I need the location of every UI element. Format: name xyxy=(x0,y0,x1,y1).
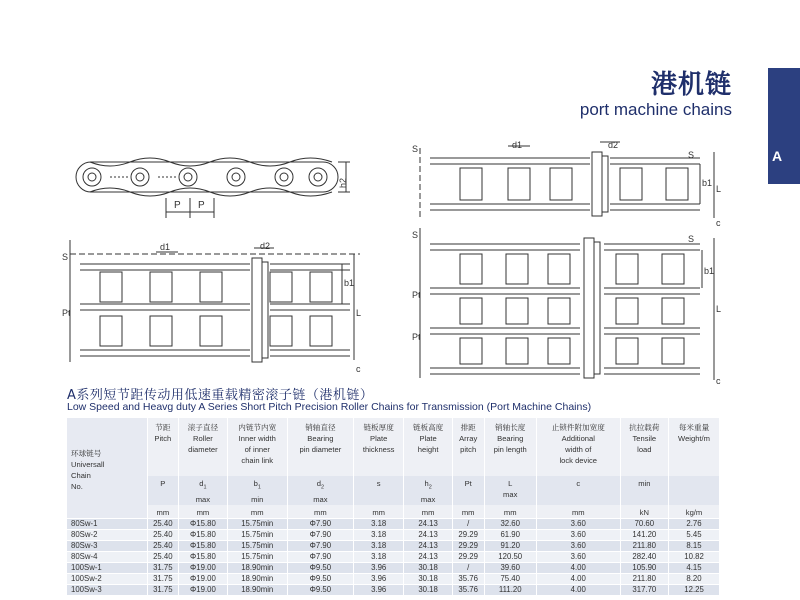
header-col-cn: 滚子直径 xyxy=(187,423,219,432)
symbol-col-2 xyxy=(227,476,287,505)
symbol-sub: 1 xyxy=(203,484,207,491)
cell-value: 4.00 xyxy=(536,563,620,574)
cell-value: 39.60 xyxy=(484,563,536,574)
cell-value: 18.90min xyxy=(227,563,287,574)
pt-label: Pt xyxy=(62,308,71,318)
symbol-col-0 xyxy=(147,476,179,505)
cell-value: 105.90 xyxy=(620,563,668,574)
header-col-en: Bearing xyxy=(307,434,334,443)
cell-value: 4.15 xyxy=(669,563,720,574)
cell-value: 24.13 xyxy=(404,541,452,552)
unit-col-10: kg/m xyxy=(669,505,720,519)
header-col-7 xyxy=(484,418,536,476)
h2-label: h2 xyxy=(338,177,348,188)
symbol-main: P xyxy=(160,479,166,488)
header-col-cn: 内链节内宽 xyxy=(238,423,277,432)
cell-value: 24.13 xyxy=(404,552,452,563)
cell-value: 3.60 xyxy=(536,552,620,563)
cell-value: 15.75min xyxy=(227,552,287,563)
cell-value: 120.50 xyxy=(484,552,536,563)
pitch-label-2: P xyxy=(198,200,205,211)
header-col-cn: 抗拉载荷 xyxy=(629,423,660,432)
cell-value: 15.75min xyxy=(227,541,287,552)
c-label-3: c xyxy=(716,376,721,386)
cell-value: Φ7.90 xyxy=(287,552,353,563)
symbol-qualifier: max xyxy=(195,494,211,504)
unit-col-7: mm xyxy=(484,505,536,519)
cell-value: 25.40 xyxy=(147,530,179,541)
cell-value: 8.15 xyxy=(669,541,720,552)
cell-value: 4.00 xyxy=(536,574,620,585)
cell-value: 3.18 xyxy=(353,541,403,552)
cell-value: 3.60 xyxy=(536,519,620,530)
table-symbol-row xyxy=(67,476,720,505)
symbol-col-7 xyxy=(484,476,536,505)
cell-value: 18.90min xyxy=(227,574,287,585)
chain-side-view-diagram xyxy=(70,150,360,230)
header-col-cn: 销轴长度 xyxy=(495,423,526,432)
symbol-col-6 xyxy=(452,476,484,505)
header-col-en: Plate xyxy=(419,434,437,443)
cell-chain-no: 80Sw-3 xyxy=(67,541,147,552)
cell-value: 25.40 xyxy=(147,541,179,552)
cell-value: Φ19.00 xyxy=(179,585,227,596)
b1-label-3: b1 xyxy=(704,266,715,276)
cell-value: 15.75min xyxy=(227,530,287,541)
s-label-3: S xyxy=(688,150,695,160)
table-row xyxy=(67,530,720,541)
b1-label: b1 xyxy=(344,278,355,288)
header-col-cn: 节距 xyxy=(155,423,171,432)
cell-value: 3.18 xyxy=(353,552,403,563)
cell-value: 141.20 xyxy=(620,530,668,541)
symbol-col-3 xyxy=(287,476,353,505)
header-chain-no-en3: No. xyxy=(71,482,83,491)
header-col-en: lock device xyxy=(559,456,598,465)
header-col-en: pitch xyxy=(460,445,477,454)
pt-label-3: Pt xyxy=(412,332,421,342)
chain-double-top-view-diagram xyxy=(60,240,370,380)
s-label-5: S xyxy=(688,234,695,244)
cell-value: Φ19.00 xyxy=(179,574,227,585)
cell-value: 3.96 xyxy=(353,574,403,585)
table-row xyxy=(67,552,720,563)
s-label-4: S xyxy=(412,230,419,240)
table-row xyxy=(67,574,720,585)
symbol-qualifier: max xyxy=(503,490,518,499)
cell-value: 211.80 xyxy=(620,574,668,585)
cell-value: 317.70 xyxy=(620,585,668,596)
cell-value: Φ9.50 xyxy=(287,574,353,585)
cell-value: 31.75 xyxy=(147,563,179,574)
header-col-en: height xyxy=(417,445,439,454)
cell-value: 3.96 xyxy=(353,563,403,574)
c-label: c xyxy=(356,364,361,374)
d2-label-2: d2 xyxy=(608,140,619,150)
cell-value: Φ7.90 xyxy=(287,530,353,541)
cell-value: 30.18 xyxy=(404,563,452,574)
header-col-cn: 链板高度 xyxy=(412,423,444,432)
unit-col-9: kN xyxy=(620,505,668,519)
cell-value: Φ19.00 xyxy=(179,563,227,574)
cell-value: Φ15.80 xyxy=(179,519,227,530)
cell-value: 24.13 xyxy=(404,530,452,541)
header-col-en: Inner width xyxy=(238,434,276,443)
cell-value: Φ9.50 xyxy=(287,563,353,574)
c-label-2: c xyxy=(716,218,721,228)
cell-value: 35.76 xyxy=(452,574,484,585)
unit-col-1: mm xyxy=(179,505,227,519)
header-col-en: Plate xyxy=(370,434,388,443)
header-col-en: Tensile xyxy=(632,434,657,443)
cell-value: 3.60 xyxy=(536,541,620,552)
header-col-2 xyxy=(227,418,287,476)
d2-label: d2 xyxy=(260,241,271,251)
s-label-2: S xyxy=(412,144,419,154)
header-col-1 xyxy=(179,418,227,476)
header-col-en: Bearing xyxy=(497,434,524,443)
header-col-en: Weight/m xyxy=(678,434,710,443)
unit-col-0: mm xyxy=(147,505,179,519)
cell-value: 10.82 xyxy=(669,552,720,563)
cell-value: 30.18 xyxy=(404,585,452,596)
symbol-sub: 2 xyxy=(320,484,325,491)
header-col-6 xyxy=(452,418,484,476)
page-title-en: port machine chains xyxy=(579,100,732,119)
header-col-en: Additional xyxy=(561,434,595,443)
cell-value: 31.75 xyxy=(147,574,179,585)
cell-value: 61.90 xyxy=(484,530,536,541)
unit-col-4: mm xyxy=(353,505,403,519)
header-chain-no xyxy=(67,418,147,519)
symbol-sub: 2 xyxy=(428,484,432,491)
cell-value: 3.96 xyxy=(353,585,403,596)
d1-label-2: d1 xyxy=(512,140,523,150)
header-chain-no-cn: 环球链号 xyxy=(71,449,102,458)
table-unit-row xyxy=(67,505,720,519)
symbol-main: $d_1$ xyxy=(199,479,207,491)
cell-value: Φ7.90 xyxy=(287,541,353,552)
header-col-3 xyxy=(287,418,353,476)
unit-col-3: mm xyxy=(287,505,353,519)
cell-value: 35.76 xyxy=(452,585,484,596)
symbol-col-5 xyxy=(404,476,452,505)
symbol-col-9 xyxy=(620,476,668,505)
cell-value: 18.90min xyxy=(227,585,287,596)
cell-value: 211.80 xyxy=(620,541,668,552)
header-col-en: of inner xyxy=(244,445,270,454)
cell-value: 4.00 xyxy=(536,585,620,596)
cell-value: 25.40 xyxy=(147,552,179,563)
symbol-col-1 xyxy=(179,476,227,505)
page-title-cn: 港机链 xyxy=(650,70,732,100)
header-col-en: pin diameter xyxy=(299,445,342,454)
header-col-cn: 排距 xyxy=(460,423,476,432)
cell-value: 3.18 xyxy=(353,519,403,530)
symbol-main: $d_2$ xyxy=(316,479,325,491)
s-label: S xyxy=(62,252,69,262)
table-header-row xyxy=(67,418,720,476)
unit-col-8: mm xyxy=(536,505,620,519)
header-col-en: Pitch xyxy=(154,434,172,443)
pt-label-2: Pt xyxy=(412,290,421,300)
symbol-qualifier: min xyxy=(251,494,264,504)
l-label-3: L xyxy=(716,304,722,314)
cell-value: 3.18 xyxy=(353,530,403,541)
cell-value: 3.60 xyxy=(536,530,620,541)
header-col-10 xyxy=(669,418,720,476)
cell-value: 30.18 xyxy=(404,574,452,585)
l-label: L xyxy=(356,308,362,318)
cell-value: Φ15.80 xyxy=(179,552,227,563)
header-col-cn: 链板厚度 xyxy=(363,423,394,432)
header-col-4 xyxy=(353,418,403,476)
side-section-tab xyxy=(768,68,800,184)
symbol-qualifier: min xyxy=(638,479,651,488)
cell-value: 32.60 xyxy=(484,519,536,530)
table-row xyxy=(67,585,720,596)
cell-value: 70.60 xyxy=(620,519,668,530)
cell-value: 29.29 xyxy=(452,530,484,541)
chain-spec-table xyxy=(67,418,720,595)
cell-value: 29.29 xyxy=(452,541,484,552)
header-chain-no-en2: Chain xyxy=(71,471,91,480)
cell-chain-no: 80Sw-4 xyxy=(67,552,147,563)
chain-triple-top-view-diagram xyxy=(410,228,730,388)
cell-chain-no: 100Sw-2 xyxy=(67,574,147,585)
unit-col-5: mm xyxy=(404,505,452,519)
symbol-main: $b_1$ xyxy=(253,479,261,491)
symbol-main: c xyxy=(576,479,581,488)
unit-col-6: mm xyxy=(452,505,484,519)
header-col-en: chain link xyxy=(241,456,274,465)
header-col-5 xyxy=(404,418,452,476)
header-col-en: load xyxy=(637,445,652,454)
header-col-cn: 每米重量 xyxy=(678,423,710,432)
cell-value: 2.76 xyxy=(669,519,720,530)
table-row xyxy=(67,519,720,530)
cell-chain-no: 80Sw-2 xyxy=(67,530,147,541)
cell-value: Φ9.50 xyxy=(287,585,353,596)
header-col-9 xyxy=(620,418,668,476)
cell-value: 75.40 xyxy=(484,574,536,585)
l-label-2: L xyxy=(716,184,722,194)
cell-value: Φ15.80 xyxy=(179,530,227,541)
symbol-col-10 xyxy=(669,476,720,505)
header-col-cn: 止锁件附加宽度 xyxy=(551,423,605,432)
section-title-cn: A系列短节距传动用低速重载精密滚子链（港机链） xyxy=(67,388,374,403)
cell-value: 25.40 xyxy=(147,519,179,530)
symbol-sub: 1 xyxy=(257,484,261,491)
cell-value: 31.75 xyxy=(147,585,179,596)
section-title-en: Low Speed and Heavg duty A Series Short Pitch Precision Roller Chains for Transmission (Port Machine Chains) xyxy=(67,401,592,413)
table-row xyxy=(67,563,720,574)
chain-single-top-view-diagram xyxy=(410,138,730,228)
symbol-qualifier: max xyxy=(420,494,436,504)
cell-value: 15.75min xyxy=(227,519,287,530)
symbol-main: Pt xyxy=(464,479,472,488)
symbol-main: L xyxy=(508,479,513,488)
cell-value: 12.25 xyxy=(669,585,720,596)
symbol-main: s xyxy=(376,479,381,488)
cell-value: 8.20 xyxy=(669,574,720,585)
cell-value: 29.29 xyxy=(452,552,484,563)
header-col-en: width of xyxy=(565,445,592,454)
symbol-col-8 xyxy=(536,476,620,505)
header-col-en: diameter xyxy=(188,445,218,454)
cell-value: 282.40 xyxy=(620,552,668,563)
cell-value: 24.13 xyxy=(404,519,452,530)
cell-value: / xyxy=(452,519,484,530)
header-col-8 xyxy=(536,418,620,476)
cell-value: 91.20 xyxy=(484,541,536,552)
cell-chain-no: 100Sw-1 xyxy=(67,563,147,574)
header-col-en: thickness xyxy=(362,445,395,454)
cell-value: / xyxy=(452,563,484,574)
symbol-col-4 xyxy=(353,476,403,505)
side-section-letter: A xyxy=(772,148,783,164)
header-col-en: pin length xyxy=(493,445,527,454)
header-col-en: Roller xyxy=(192,434,213,443)
header-col-0 xyxy=(147,418,179,476)
header-col-en: Array xyxy=(459,434,478,443)
cell-chain-no: 80Sw-1 xyxy=(67,519,147,530)
symbol-qualifier: max xyxy=(313,494,328,504)
symbol-main: $h_2$ xyxy=(424,479,432,491)
b1-label-2: b1 xyxy=(702,178,713,188)
header-chain-no-en1: Universall xyxy=(71,460,105,469)
table-row xyxy=(67,541,720,552)
d1-label: d1 xyxy=(160,242,171,252)
cell-value: Φ15.80 xyxy=(179,541,227,552)
cell-chain-no: 100Sw-3 xyxy=(67,585,147,596)
cell-value: Φ7.90 xyxy=(287,519,353,530)
cell-value: 5.45 xyxy=(669,530,720,541)
unit-col-2: mm xyxy=(227,505,287,519)
pitch-label-1: P xyxy=(174,200,181,211)
header-col-cn: 销轴直径 xyxy=(305,423,336,432)
cell-value: 111.20 xyxy=(484,585,536,596)
